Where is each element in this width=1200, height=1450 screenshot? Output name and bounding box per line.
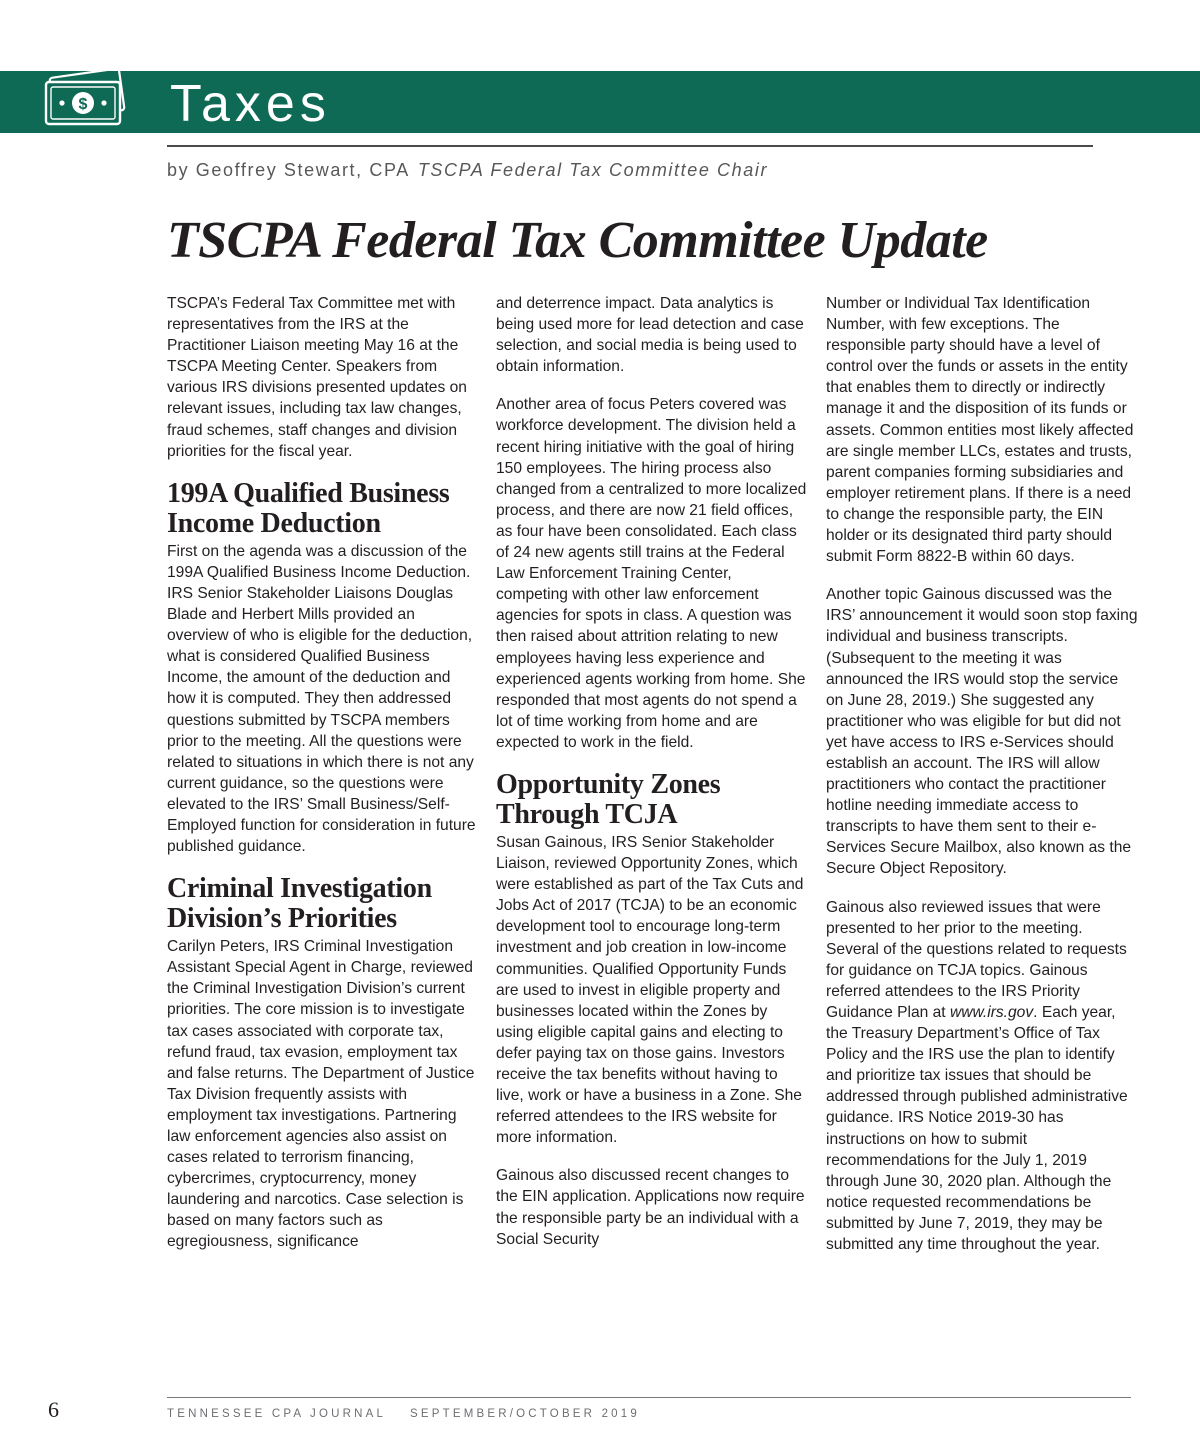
footer-issue-date: SEPTEMBER/OCTOBER 2019: [410, 1408, 640, 1420]
ein-continued-paragraph: Number or Individual Tax Identification Number, with few exceptions. The responsible party should have a level of control over the funds or assets in the entity that enables them to directly or indirectly manage it and the disposition of its funds or assets. Common entities most likely affected are single member LLCs, estates and trusts, parent companies forming subsidiaries and employer retirement plans. If there is a need to change the responsible party, the EIN holder or its designated third party should submit Form 8822-B within 60 days.: [826, 295, 1134, 566]
article-title: TSCPA Federal Tax Committee Update: [167, 212, 988, 269]
byline-author: by Geoffrey Stewart, CPA: [167, 160, 410, 180]
footer-journal-name: TENNESSEE CPA JOURNAL: [167, 1408, 387, 1420]
section-label: Taxes: [170, 75, 331, 133]
transcript-faxing-paragraph: Another topic Gainous discussed was the IRS’ announcement it would soon stop faxing individual and business transcripts. (Subsequent to the meeting it was announced the IRS would stop the service on June 28, 2019.) She suggested any practitioner who was eligible for but did not yet have access to IRS e-Services should establish an account. The IRS will allow practitioners who contact the practitioner hotline needing immediate access to transcripts to have them sent to their e-Services Secure Mailbox, also known as the Secure Object Repository.: [826, 586, 1138, 878]
guidance-text-a: Gainous also reviewed issues that were presented to her prior to the meeting. Several of the questions related to requests for guidance on TCJA topics. Gainous referred attendees to the IRS Priority Guidance Plan at: [826, 898, 1127, 1021]
byline-divider: [167, 145, 1093, 147]
heading-qbi-deduction: 199A Qualified Business Income Deduction: [167, 477, 450, 539]
article-column-2: [496, 293, 808, 1267]
opportunity-zones-paragraph: Susan Gainous, IRS Senior Stakeholder Liaison, reviewed Opportunity Zones, which were established as part of the Tax Cuts and Jobs Act of 2017 (TCJA) to be an economic development tool to encourage long-term investment and job creation in low-income communities. Qualified Opportunity Funds are used to invest in eligible property and businesses located within the Zones by using eligible capital gains and electing to defer paying tax on those gains. Investors receive the tax benefits without having to live, work or have a business in a Zone. She referred attendees to the IRS website for more information.: [496, 833, 804, 1147]
qbi-paragraph: First on the agenda was a discussion of the 199A Qualified Business Income Deduction. IRS Senior Stakeholder Liaisons Douglas Blade and Herbert Mills provided an overview of who is eligible for the deduction, what is considered Qualified Business Income, the amount of the deduction and how it is computed. They then addressed questions submitted by TSCPA members prior to the meeting. All the questions were related to situations in which there is not any current guidance, so the questions were elevated to the IRS’ Small Business/Self-Employed function for consideration in future published guidance.: [167, 542, 476, 856]
guidance-plan-paragraph: [826, 897, 1138, 1256]
guidance-text-b: . Each year, the Treasury Department’s Office of Tax Policy and the IRS use the plan to identify and prioritize tax issues that should be addressed through published administrative guidance. IRS Notice 2019-30 has instructions on how to submit recommendations for the July 1, 2019 through June 30, 2020 plan. Although the notice requested recommendations be submitted by June 7, 2019, they may be submitted any time throughout the year.: [826, 1004, 1128, 1254]
page-number: 6: [48, 1397, 59, 1422]
workforce-paragraph: Another area of focus Peters covered was workforce development. The division held a recent hiring initiative with the goal of hiring 150 employees. The hiring process also changed from a centralized to more localized process, and there are now 21 field offices, as four have been consolidated. Each class of 24 new agents still trains at the Federal Law Enforcement Training Center, competing with other law enforcement agencies for spots in class. A question was then raised about attrition relating to new employees having less experience and experienced agents working from home. She responded that most agents do not spend a lot of time working from home and are expected to work in the field.: [496, 396, 807, 751]
ein-paragraph: Gainous also discussed recent changes to the EIN application. Applications now require the responsible party be an individual with a Social Security: [496, 1167, 805, 1248]
criminal-investigation-continued: and deterrence impact. Data analytics is being used more for lead detection and case selection, and social media is being used to obtain information.: [496, 295, 804, 376]
money-bill-icon: [40, 70, 130, 128]
irs-website-link[interactable]: www.irs.gov: [949, 1004, 1034, 1021]
criminal-investigation-paragraph: Carilyn Peters, IRS Criminal Investigation Assistant Special Agent in Charge, reviewed the Criminal Investigation Division’s current priorities. The core mission is to investigate tax cases associated with corporate tax, refund fraud, tax evasion, employment tax and false returns. The Department of Justice Tax Division frequently assists with employment tax investigations. Partnering law enforcement agencies also assist on cases related to terrorism financing, cybercrimes, cryptocurrency, money laundering and narcotics. Case selection is based on many factors such as egregiousness, significance: [167, 938, 475, 1251]
heading-opportunity-zones: Opportunity Zones Through TCJA: [496, 768, 721, 830]
article-column-1: [167, 293, 479, 1270]
intro-paragraph: TSCPA’s Federal Tax Committee met with representatives from the IRS at the Practitioner Liaison meeting May 16 at the TSCPA Meeting Center. Speakers from various IRS divisions presented updates on relevant issues, including tax law changes, fraud schemes, staff changes and division priorities for the fiscal year.: [167, 295, 467, 460]
byline-role: TSCPA Federal Tax Committee Chair: [417, 160, 769, 180]
byline: [167, 160, 768, 181]
article-column-3: [826, 293, 1138, 1272]
footer-divider: [167, 1397, 1131, 1398]
heading-criminal-investigation: Criminal Investigation Division’s Priorities: [167, 873, 432, 935]
svg-text:$: $: [78, 96, 88, 113]
